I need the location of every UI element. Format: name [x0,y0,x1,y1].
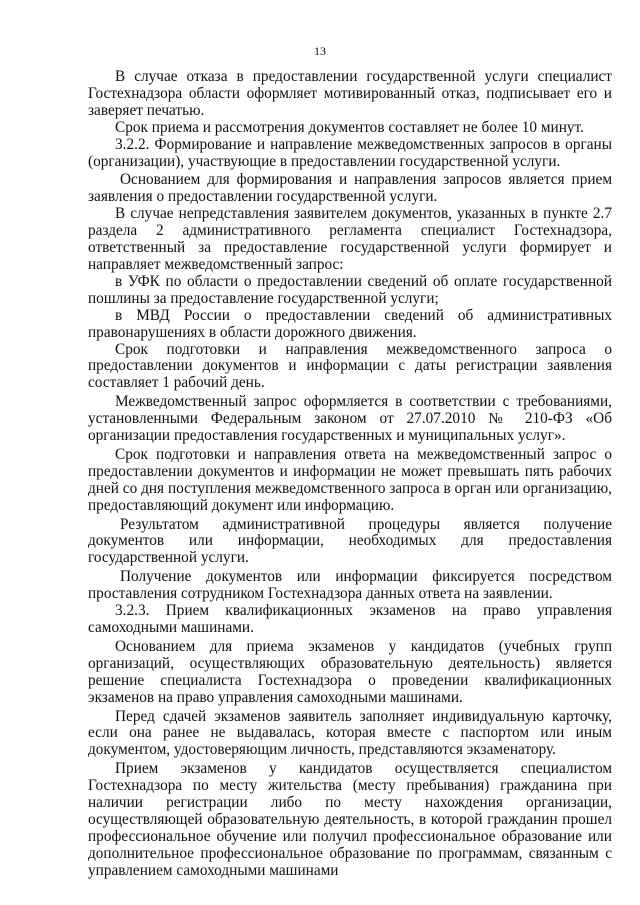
paragraph: Перед сдачей экзаменов заявитель заполняет индивидуальную карточку, если она ранее не выдавалась, которая вместе с паспортом или иным документом, удостоверяющим личность, представляются экзаменатору. [88,707,612,759]
page-number: 13 [314,44,326,58]
paragraph: Межведомственный запрос оформляется в соответствии с требованиями, установленными Федеральным законом от 27.07.2010 № 210-ФЗ «Об организации предоставления государственных и муниципальных услуг». [88,393,612,445]
paragraph: Получение документов или информации фиксируется посредством проставления сотрудником Гостехнадзора данных ответа на заявлении. [88,568,612,603]
paragraph: Прием экзаменов у кандидатов осуществляется специалистом Гостехнадзора по месту жительства (месту пребывания) гражданина при наличии регистрации либо по месту нахождения организации, осуществляющей образовательную деятельность, в которой гражданин прошел профессиональное обучение или получил профессиональное образование или дополнительное профессиональное образование по программам, связанным с управлением самоходными машинами [88,760,612,879]
paragraph: Основанием для формирования и направления запросов является прием заявления о предоставлении государственной услуги. [88,171,612,206]
paragraph: Результатом административной процедуры является получение документов или информации, необходимых для предоставления государственной услуги. [88,515,612,567]
paragraph: Срок приема и рассмотрения документов составляет не более 10 минут. [115,118,584,136]
list-item: в УФК по области о предоставлении сведений об оплате государственной пошлины за предоставление государственной услуги; [88,272,612,307]
paragraph: Основанием для приема экзаменов у кандидатов (учебных групп организаций, осуществляющих образовательную деятельность) является решение специалиста Гостехнадзора о проведении квалификационных экзаменов на право управления самоходными машинами. [88,637,612,706]
paragraph: Срок подготовки и направления ответа на межведомственный запрос о предоставлении документов и информации не может превышать пять рабочих дней со дня поступления межведомственного запроса в орган или организацию, предоставляющий документ или информацию. [88,445,612,514]
document-body [88,69,612,880]
section-heading: 3.2.3. Прием квалификационных экзаменов на право управления самоходными машинами. [88,602,612,636]
section-heading: 3.2.2. Формирование и направление межведомственных запросов в органы (организации), участвующие в предоставлении государственной услуги. [88,135,612,170]
list-item: в МВД России о предоставлении сведений об административных правонарушениях в области дорожного движения. [88,306,612,341]
paragraph: В случае непредставления заявителем документов, указанных в пункте 2.7 раздела 2 административного регламента специалист Гостехнадзора, ответственный за предоставление государственной услуги формирует и направляет межведомственный запрос: [88,205,612,273]
paragraph: Срок подготовки и направления межведомственного запроса о предоставлении документов и информации с даты регистрации заявления составляет 1 рабочий день. [88,340,612,392]
paragraph: В случае отказа в предоставлении государственной услуги специалист Гостехнадзора области оформляет мотивированный отказ, подписывает его и заверяет печатью. [88,68,612,119]
